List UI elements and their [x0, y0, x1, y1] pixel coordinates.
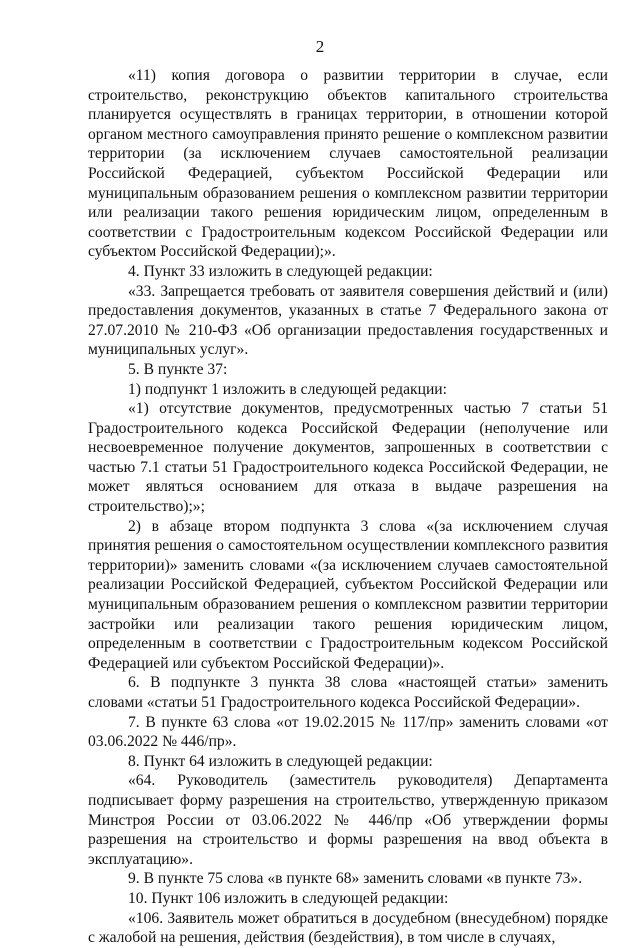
paragraph-item-4: 4. Пункт 33 изложить в следующей редакции:	[128, 262, 433, 280]
paragraph-subitem-1: 1) подпункт 1 изложить в следующей редакции:	[128, 380, 447, 398]
paragraph-item-10: 10. Пункт 106 изложить в следующей редакции:	[128, 889, 449, 907]
paragraph-item-8: 8. Пункт 64 изложить в следующей редакции:	[128, 752, 433, 770]
paragraph-item-7: 7. В пункте 63 слова «от 19.02.2015 № 117/пр» заменить словами «от 03.06.2022 № 446/пр».	[88, 713, 608, 751]
paragraph-amendment-11: «11) копия договора о развитии территории в случае, если строительство, реконструкцию объектов капитального строительства планируется осуществлять в границах территории, в отношении которой органом местного самоуправления принято решение о комплексном развитии территории (за исключением случаев самостоятельной реализации Российской Федерацией, субъектом Российской Федерации или муниципальным образованием решения о комплексном развитии территории или реализации такого решения юридическим лицом, определенным в соответствии с Градостроительным кодексом Российской Федерации или субъектом Российской Федерации);».	[88, 67, 608, 261]
paragraph-clause-64: «64. Руководитель (заместитель руководителя) Департамента подписывает форму разрешения на строительство, утвержденную приказом Минстроя России от 03.06.2022 № 446/пр «Об утверждении формы разрешения на строительство и формы разрешения на ввод объекта в эксплуатацию».	[88, 772, 608, 868]
paragraph-item-6: 6. В подпункте 3 пункта 38 слова «настоящей статьи» заменить словами «статьи 51 Градостроительного кодекса Российской Федерации».	[88, 674, 608, 711]
paragraph-subitem-1-text: «1) отсутствие документов, предусмотренных частью 7 статьи 51 Градостроительного кодекса Российской Федерации (неполучение или несвоевременное получение документов, запрошенных в соответствии с частью 7.1 статьи 51 Градостроительного кодекса Российской Федерации, не может являться основанием для отказа в выдаче разрешения на строительство);»;	[88, 400, 608, 516]
paragraph-clause-106: «106. Заявитель может обратиться в досудебном (внесудебном) порядке с жалобой на решения, действия (бездействия), в том числе в случаях,	[88, 909, 608, 947]
paragraph-item-5: 5. В пункте 37:	[128, 360, 228, 378]
page-number: 2	[315, 37, 325, 56]
paragraph-clause-33: «33. Запрещается требовать от заявителя совершения действий и (или) предоставления документов, указанных в статье 7 Федерального закона от 27.07.2010 № 210-ФЗ «Об организации предоставления государственных и муниципальных услуг».	[88, 282, 608, 359]
document-body	[88, 66, 608, 948]
paragraph-subitem-2: 2) в абзаце втором подпункта 3 слова «(за исключением случая принятия решения о самостоятельном осуществлении комплексного развития территории)» заменить словами «(за исключением случаев самостоятельной реализации Российской Федерацией, субъектом Российской Федерации или муниципальным образованием решения о комплексном развитии территории застройки или реализации такого решения юридическим лицом, определенным в соответствии с Градостроительным кодексом Российской Федерацией или субъектом Российской Федерации)».	[88, 517, 608, 672]
paragraph-item-9: 9. В пункте 75 слова «в пункте 68» заменить словами «в пункте 73».	[128, 870, 583, 888]
